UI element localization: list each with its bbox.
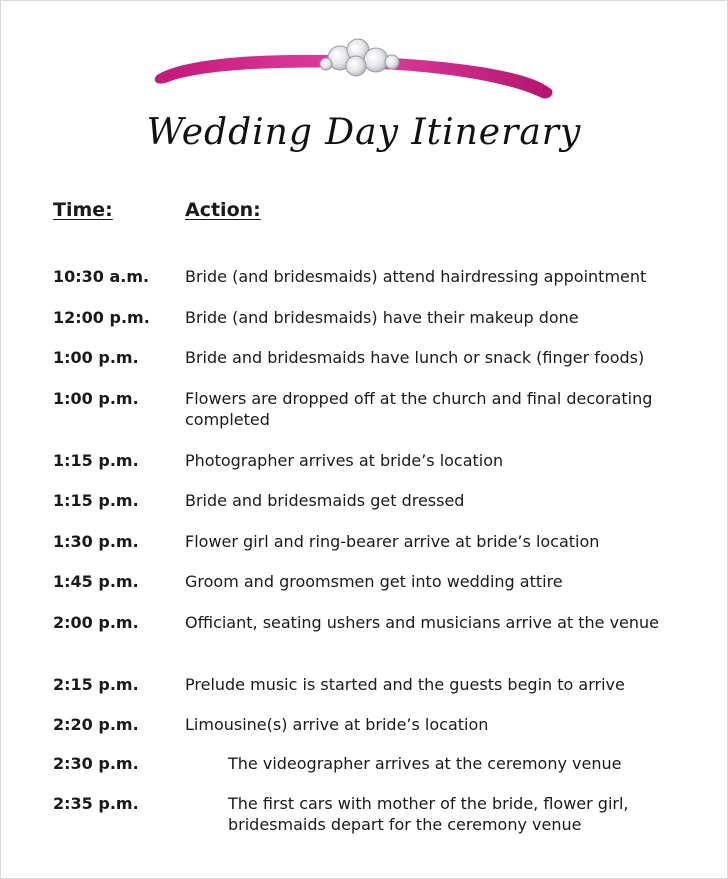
row-time: 12:00 p.m.	[53, 308, 150, 327]
row-time: 1:30 p.m.	[53, 532, 139, 551]
row-action: Flowers are dropped off at the church and final decorating completed	[185, 389, 653, 429]
row-action: Limousine(s) arrive at bride’s location	[185, 715, 489, 734]
row-time: 2:30 p.m.	[53, 754, 139, 773]
row-action: Flower girl and ring-bearer arrive at bride’s location	[185, 532, 600, 551]
time-column-header: Time:	[53, 199, 113, 221]
row-action: The first cars with mother of the bride, flower girl, bridesmaids depart for the ceremony venue	[228, 794, 629, 834]
page-title: Wedding Day Itinerary	[146, 112, 582, 153]
row-time: 2:15 p.m.	[53, 675, 139, 694]
row-time: 1:15 p.m.	[53, 451, 139, 470]
row-action: Prelude music is started and the guests begin to arrive	[185, 675, 625, 694]
row-time: 10:30 a.m.	[53, 267, 150, 286]
row-action: Bride and bridesmaids get dressed	[185, 491, 465, 510]
row-action: Bride and bridesmaids have lunch or snack (finger foods)	[185, 348, 645, 367]
row-time: 2:00 p.m.	[53, 613, 139, 632]
row-action: The videographer arrives at the ceremony venue	[228, 754, 622, 773]
row-time: 2:20 p.m.	[53, 715, 139, 734]
row-action: Officiant, seating ushers and musicians arrive at the venue	[185, 613, 660, 632]
row-time: 2:35 p.m.	[53, 794, 139, 813]
row-time: 1:00 p.m.	[53, 348, 139, 367]
row-action: Groom and groomsmen get into wedding attire	[185, 572, 563, 591]
row-action: Bride (and bridesmaids) attend hairdressing appointment	[185, 267, 647, 286]
row-time: 1:15 p.m.	[53, 491, 139, 510]
row-time: 1:00 p.m.	[53, 389, 139, 408]
row-time: 1:45 p.m.	[53, 572, 139, 591]
action-column-header: Action:	[185, 199, 261, 221]
row-action: Bride (and bridesmaids) have their makeup done	[185, 308, 579, 327]
row-action: Photographer arrives at bride’s location	[185, 451, 504, 470]
